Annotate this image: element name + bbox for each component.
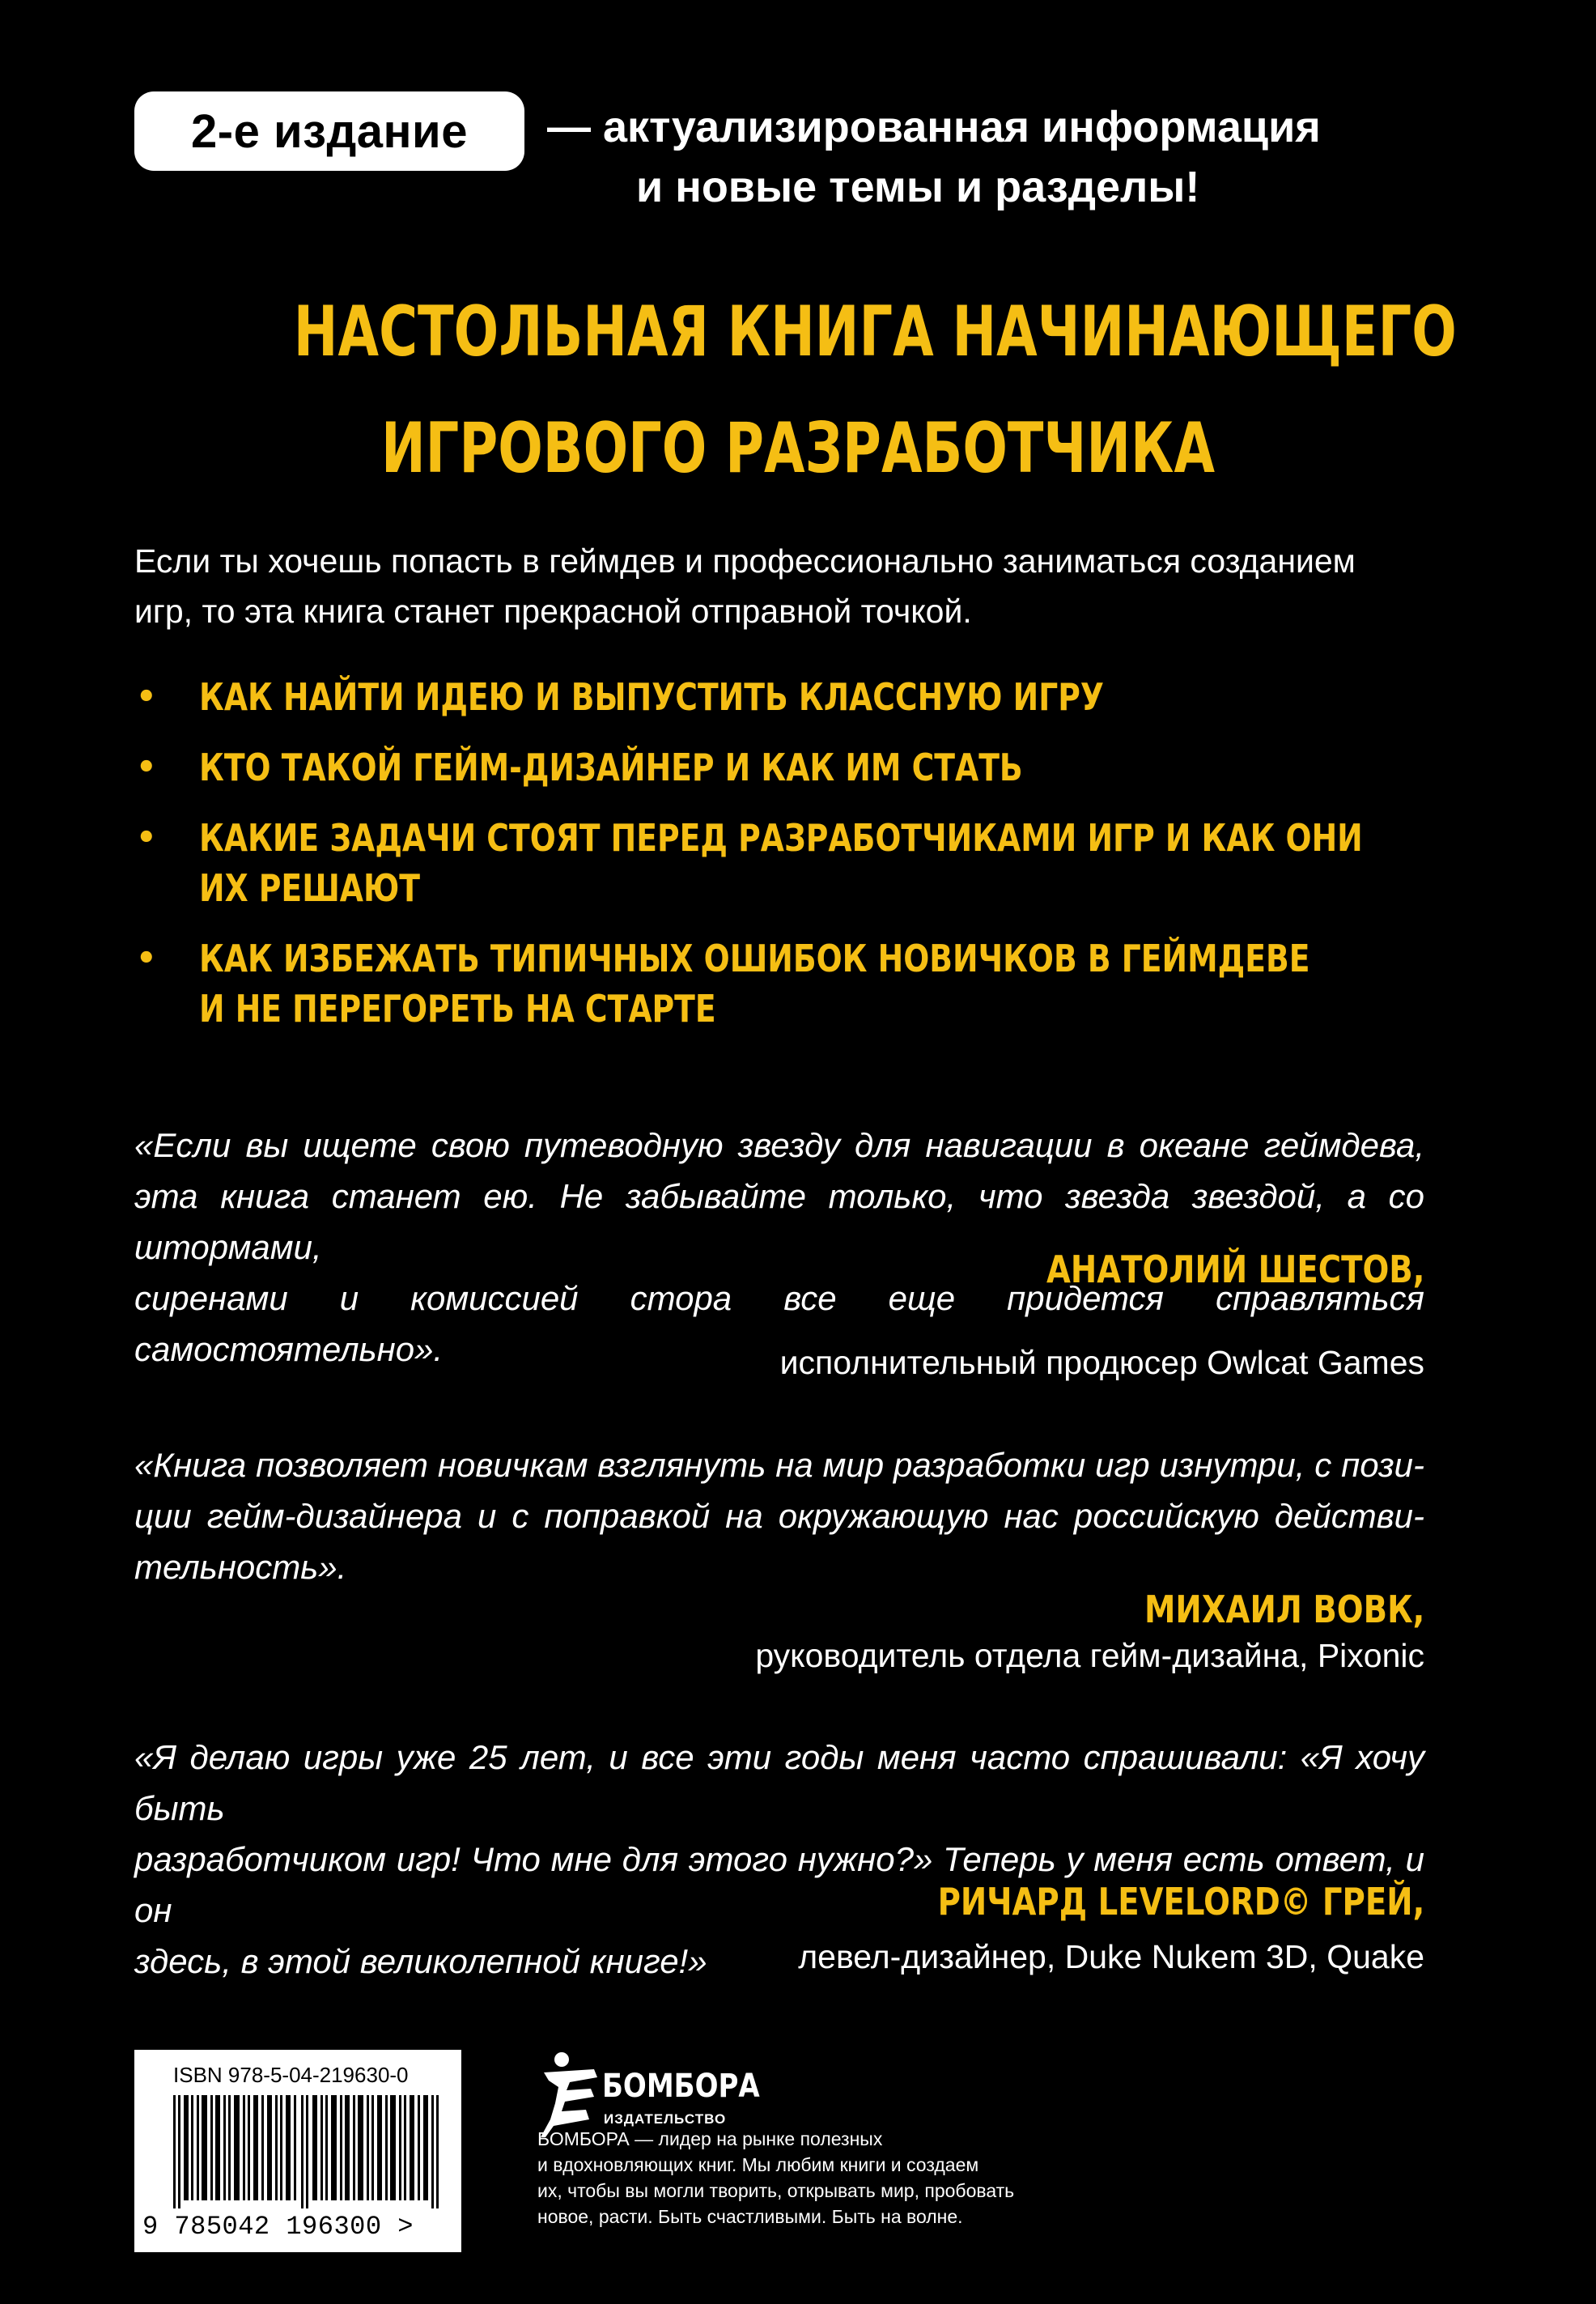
feature-item	[134, 813, 1510, 913]
quote-line: ции гейм-дизайнера и с поправкой на окружающую нас российскую действи-	[134, 1497, 1424, 1535]
testimonial-role: исполнительный продюсер Owlcat Games	[779, 1344, 1424, 1381]
title-line-1: НАСТОЛЬНАЯ КНИГА НАЧИНАЮЩЕГО	[293, 291, 1457, 372]
quote-line: здесь, в этой великолепной книге!»	[134, 1942, 707, 1980]
intro-line-1: Если ты хочешь попасть в геймдев и профессионально заниматься созданием	[134, 542, 1356, 580]
bullet-icon: •	[136, 819, 157, 857]
testimonial-role: руководитель отдела гейм-дизайна, Pixonic	[755, 1637, 1424, 1674]
tagline-line-1: — актуализированная информация	[547, 103, 1321, 151]
quote-line: разработчиком игр! Что мне для этого нужно?» Теперь у меня есть ответ, и он	[134, 1840, 1424, 1929]
book-title	[293, 274, 1457, 507]
barcode-digits: 9 785042 196300 >	[142, 2212, 414, 2242]
feature-item	[134, 742, 1510, 793]
quote-line: тельность».	[134, 1548, 347, 1586]
testimonial-author: АНАТОЛИЙ ШЕСТОВ,	[1046, 1248, 1424, 1291]
blurb-line: новое, расти. Быть счастливыми. Быть на волне.	[537, 2206, 963, 2227]
feature-line: КТО ТАКОЙ ГЕЙМ-ДИЗАЙНЕР И КАК ИМ СТАТЬ	[199, 746, 1023, 789]
bullet-icon: •	[136, 749, 157, 786]
isbn-number: ISBN 978-5-04-219630-0	[173, 2063, 409, 2087]
edition-tagline	[547, 97, 1324, 217]
publisher-subtitle: ИЗДАТЕЛЬСТВО	[604, 2111, 727, 2127]
intro-line-2: игр, то эта книга станет прекрасной отправной точкой.	[134, 593, 972, 630]
blurb-line: БОМБОРА — лидер на рынке полезных	[537, 2128, 883, 2149]
publisher-blurb	[537, 2126, 1120, 2230]
feature-line: КАКИЕ ЗАДАЧИ СТОЯТ ПЕРЕД РАЗРАБОТЧИКАМИ ИГР И КАК ОНИ	[199, 816, 1363, 860]
feature-list	[134, 672, 1510, 1054]
quote-line: эта книга станет ею. Не забывайте только, что звезда звездой, а со штормами,	[134, 1177, 1424, 1266]
feature-item	[134, 672, 1510, 722]
title-line-2: ИГРОВОГО РАЗРАБОТЧИКА	[380, 408, 1216, 489]
quote-line: сиренами и комиссией стора все еще придется справляться самостоятельно».	[134, 1279, 1424, 1368]
edition-badge: 2-е издание	[134, 91, 524, 171]
bullet-icon: •	[136, 678, 157, 716]
feature-line: КАК ИЗБЕЖАТЬ ТИПИЧНЫХ ОШИБОК НОВИЧКОВ В ГЕЙМДЕВЕ	[199, 937, 1310, 980]
testimonial-author: РИЧАРД LEVELORD© ГРЕЙ,	[937, 1880, 1424, 1924]
bullet-icon: •	[136, 940, 157, 977]
quote-line: «Книга позволяет новичкам взглянуть на мир разработки игр изнутри, с пози-	[134, 1446, 1424, 1484]
barcode-block	[134, 2050, 461, 2252]
tagline-line-2: и новые темы и разделы!	[636, 163, 1200, 211]
feature-line: ИХ РЕШАЮТ	[199, 866, 420, 910]
quote-line: «Я делаю игры уже 25 лет, и все эти годы меня часто спрашивали: «Я хочу быть	[134, 1738, 1424, 1827]
feature-item	[134, 933, 1510, 1034]
feature-line: КАК НАЙТИ ИДЕЮ И ВЫПУСТИТЬ КЛАССНУЮ ИГРУ	[199, 675, 1104, 719]
testimonial-role: левел-дизайнер, Duke Nukem 3D, Quake	[798, 1938, 1424, 1975]
testimonial-quote	[134, 1439, 1424, 1592]
quote-line: «Если вы ищете свою путеводную звезду для навигации в океане геймдева,	[134, 1126, 1424, 1164]
intro-paragraph	[134, 536, 1429, 636]
testimonial-author: МИХАИЛ ВОВК,	[1144, 1588, 1424, 1631]
barcode-icon	[173, 2095, 440, 2208]
feature-line: И НЕ ПЕРЕГОРЕТЬ НА СТАРТЕ	[199, 987, 716, 1031]
blurb-line: и вдохновляющих книг. Мы любим книги и создаем	[537, 2154, 979, 2175]
publisher-name: БОМБОРА	[602, 2068, 760, 2105]
blurb-line: их, чтобы вы могли творить, открывать мир, пробовать	[537, 2180, 1015, 2201]
